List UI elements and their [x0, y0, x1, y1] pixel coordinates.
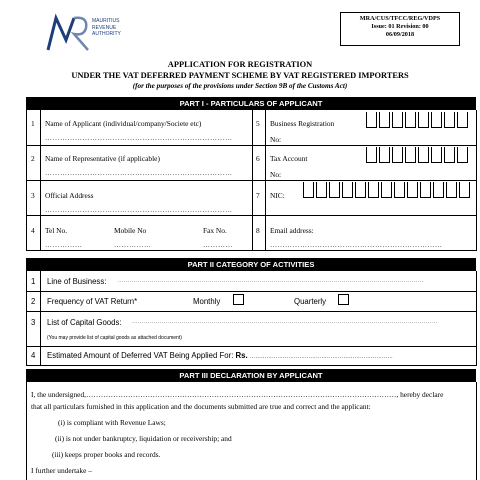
tax-account-no-label: No: [270, 170, 282, 179]
business-registration-label: Business Registration [270, 119, 335, 128]
representative-name-field[interactable]: ………………………………………………………………… [45, 169, 233, 177]
part1-row-divider [26, 180, 477, 181]
vat-return-frequency-label: Frequency of VAT Return* [47, 297, 138, 306]
part2-header: PART II CATEGORY OF ACTIVITIES [26, 258, 476, 271]
capital-goods-field[interactable]: ……………………………………………………………………………………………………………………………………… [132, 319, 438, 325]
part2-border-left [26, 271, 27, 365]
row-number: 4 [31, 226, 35, 235]
row-number: 4 [31, 351, 36, 360]
part2-num-divider [40, 271, 41, 365]
row-number: 1 [31, 119, 35, 128]
capital-goods-label: List of Capital Goods: [47, 318, 122, 327]
applicant-name-field[interactable]: ………………………………………………………………… [45, 134, 233, 142]
tax-account-digit-boxes[interactable] [366, 147, 468, 163]
row-number: 6 [256, 154, 260, 163]
fax-field[interactable]: ………… [203, 241, 233, 249]
row-number: 2 [31, 297, 36, 306]
row-number: 1 [31, 277, 36, 286]
business-registration-digit-boxes[interactable] [366, 112, 468, 128]
part1-header: PART I - PARTICULARS OF APPLICANT [26, 97, 476, 110]
nic-label: NIC: [270, 191, 285, 200]
part2-row-divider [26, 346, 477, 347]
row-number: 3 [31, 191, 35, 200]
declaration-item: (ii) is not under bankruptcy, liquidation or receivership; and [55, 434, 232, 443]
mobile-field[interactable]: …………… [114, 241, 152, 249]
form-title-line1: APPLICATION FOR REGISTRATION [167, 60, 313, 69]
tel-label: Tel No. [45, 226, 68, 235]
declaration-line2: that all particulars furnished in this application and the documents submitted are true and correct and the applicant: [31, 402, 371, 411]
reference-date: 06/09/2018 [385, 31, 415, 38]
row-number: 2 [31, 154, 35, 163]
official-address-field[interactable]: ………………………………………………………………… [45, 206, 233, 214]
part2-row-divider [26, 311, 477, 312]
part2-row-divider [26, 291, 477, 292]
part3-border-left [26, 382, 27, 480]
official-address-label: Official Address [45, 191, 94, 200]
row-number: 8 [256, 226, 260, 235]
reference-code: MRA/CUS/TFCC/REG/VDPS [359, 15, 441, 22]
form-title-line2: UNDER THE VAT DEFERRED PAYMENT SCHEME BY VAT REGISTERED IMPORTERS [71, 71, 409, 80]
part1-row-divider [26, 250, 477, 251]
line-of-business-field[interactable]: ……………………………………………………………………………………………………………………………………… [118, 278, 424, 284]
further-undertake-label: I further undertake – [31, 466, 92, 475]
capital-goods-note: (You may provide list of capital goods as attached document) [47, 335, 182, 341]
part3-header: PART III DECLARATION BY APPLICANT [26, 369, 476, 382]
logo-tagline: MAURITIUS REVENUE AUTHORITY [92, 18, 121, 37]
part3-border-right [476, 382, 477, 480]
row-number: 3 [31, 318, 36, 327]
mobile-label: Mobile No [114, 226, 147, 235]
quarterly-checkbox[interactable] [338, 294, 349, 305]
form-title-line3: (for the purposes of the provisions under Section 9B of the Customs Act) [132, 82, 348, 90]
monthly-checkbox[interactable] [233, 294, 244, 305]
fax-label: Fax No. [203, 226, 227, 235]
declaration-item: (i) is compliant with Revenue Laws; [58, 418, 166, 427]
declaration-line1: I, the undersigned,………………………………………………………………………………………………………………, hereby declare [31, 390, 444, 399]
tel-field[interactable]: …………… [45, 241, 83, 249]
business-registration-no-label: No: [270, 135, 282, 144]
representative-name-label: Name of Representative (if applicable) [45, 154, 160, 163]
part2-row-divider [26, 365, 477, 366]
part2-border-right [476, 271, 477, 365]
part1-row-divider [26, 145, 477, 146]
reference-issue: Issue: 01 Revision: 00 [371, 23, 429, 30]
document-reference-box [340, 12, 460, 46]
deferred-vat-amount-field[interactable]: …………………………………………………………………… [249, 354, 393, 360]
declaration-item: (iii) keeps proper books and records. [52, 450, 161, 459]
rs-label: Rs. [235, 351, 248, 360]
email-field[interactable]: …………………………………………………………… [270, 241, 443, 249]
applicant-name-label: Name of Applicant (individual/company/Societe etc) [45, 119, 202, 128]
email-label: Email address: [270, 226, 314, 235]
nic-digit-boxes[interactable] [303, 182, 470, 198]
quarterly-label: Quarterly [294, 297, 327, 306]
row-number: 5 [256, 119, 260, 128]
tax-account-label: Tax Account [270, 154, 308, 163]
line-of-business-label: Line of Business: [47, 277, 107, 286]
deferred-vat-amount-label: Estimated Amount of Deferred VAT Being Applied For: Rs. …………………………………………………………………… [47, 351, 393, 360]
monthly-label: Monthly [193, 297, 221, 306]
row-number: 7 [256, 191, 260, 200]
part1-row-divider [26, 215, 477, 216]
